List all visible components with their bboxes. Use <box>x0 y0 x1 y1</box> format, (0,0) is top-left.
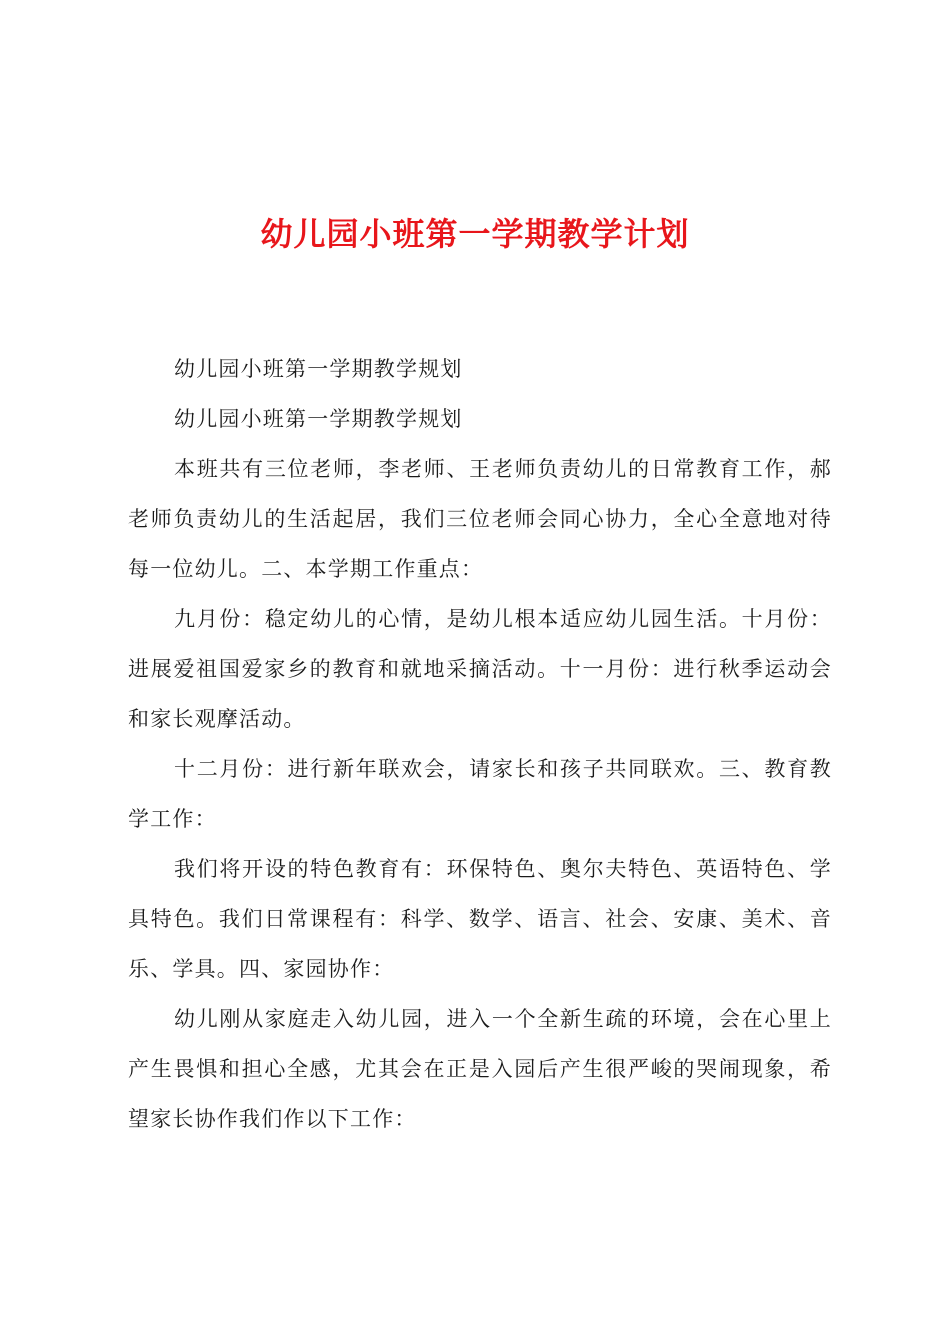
paragraph-monthly-plan: 九月份：稳定幼儿的心情，是幼儿根本适应幼儿园生活。十月份：进展爱祖国爱家乡的教育和就地采摘活动。十一月份：进行秋季运动会和家长观摩活动。 <box>128 607 832 731</box>
paragraph-teachers: 本班共有三位老师，李老师、王老师负责幼儿的日常教育工作，郝老师负责幼儿的生活起居，我们三位老师会同心协力，全心全意地对待每一位幼儿。二、本学期工作重点： <box>128 457 832 581</box>
paragraph-heading-2: 幼儿园小班第一学期教学规划 <box>174 407 463 431</box>
paragraph-heading-1: 幼儿园小班第一学期教学规划 <box>174 357 463 381</box>
document-title: 幼儿园小班第一学期教学计划 <box>260 215 690 253</box>
paragraph-december: 十二月份：进行新年联欢会，请家长和孩子共同联欢。三、教育教学工作： <box>128 757 832 831</box>
paragraph-home-cooperation: 幼儿刚从家庭走入幼儿园，进入一个全新生疏的环境，会在心里上产生畏惧和担心全感，尤其会在正是入园后产生很严峻的哭闹现象，希望家长协作我们作以下工作： <box>128 1007 832 1131</box>
paragraph-curriculum: 我们将开设的特色教育有：环保特色、奥尔夫特色、英语特色、学具特色。我们日常课程有：科学、数学、语言、社会、安康、美术、音乐、学具。四、家园协作： <box>128 857 832 981</box>
document-body <box>128 344 832 1144</box>
